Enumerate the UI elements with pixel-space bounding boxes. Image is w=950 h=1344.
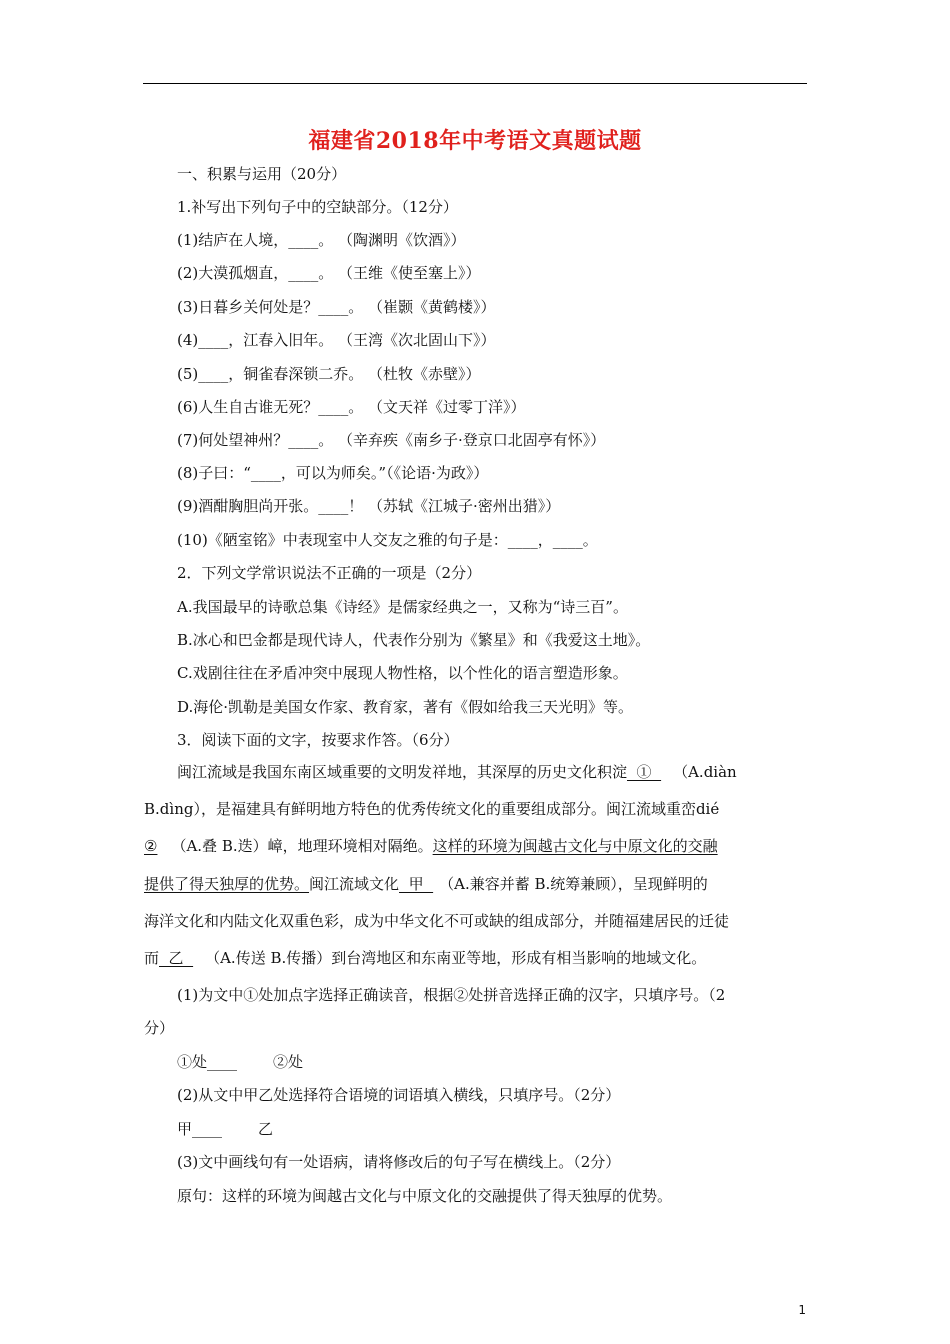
- q1-item: (5)____，铜雀春深锁二乔。 （杜牧《赤壁》）: [177, 365, 481, 383]
- q1-item: (8)子曰：“____，可以为师矣。”（《论语·为政》）: [177, 464, 489, 482]
- passage-line: 而 乙 （A.传送 B.传播）到台湾地区和东南亚等地，形成有相当影响的地域文化。: [144, 949, 707, 967]
- blank-1: ①: [627, 763, 662, 781]
- q2-option-a: A.我国最早的诗歌总集《诗经》是儒家经典之一，又称为“诗三百”。: [177, 598, 628, 616]
- passage-line: 海洋文化和内陆文化双重色彩，成为中华文化不可或缺的组成部分，并随福建居民的迁徒: [144, 912, 730, 930]
- q1-stem: 1.补写出下列句子中的空缺部分。（12分）: [177, 198, 458, 216]
- q2-option-c: C.戏剧往往在矛盾冲突中展现人物性格，以个性化的语言塑造形象。: [177, 664, 628, 682]
- blank-jia: 甲: [399, 875, 434, 893]
- header-rule: [143, 83, 807, 84]
- page-number: 1: [798, 1303, 806, 1317]
- q1-item: (3)日暮乡关何处是？____。 （崔颢《黄鹤楼》）: [177, 298, 496, 316]
- q3-stem: 3．阅读下面的文字，按要求作答。（6分）: [177, 731, 459, 749]
- underlined-sentence: 这样的环境为闽越古文化与中原文化的交融: [432, 837, 718, 855]
- sub-question-2: (2)从文中甲乙处选择符合语境的词语填入横线，只填序号。（2分）: [177, 1086, 621, 1104]
- q2-option-d: D.海伦·凯勒是美国女作家、教育家，著有《假如给我三天光明》等。: [177, 698, 634, 716]
- sub-question-1-cont: 分）: [144, 1019, 175, 1037]
- q1-item: (1)结庐在人境，____。 （陶渊明《饮酒》）: [177, 231, 466, 249]
- answer-line: 甲____ 乙: [177, 1120, 274, 1138]
- passage-line: ② （A.叠 B.迭）嶂，地理环境相对隔绝。这样的环境为闽越古文化与中原文化的交融: [144, 837, 718, 855]
- q1-item: (6)人生自古谁无死？____。 （文天祥《过零丁洋》）: [177, 398, 526, 416]
- section-heading: 一、积累与运用（20分）: [177, 165, 347, 183]
- q2-option-b: B.冰心和巴金都是现代诗人，代表作分别为《繁星》和《我爱这土地》。: [177, 631, 651, 649]
- original-sentence: 原句：这样的环境为闽越古文化与中原文化的交融提供了得天独厚的优势。: [177, 1187, 673, 1205]
- underlined-sentence: 提供了得天独厚的优势。: [144, 875, 310, 893]
- answer-line: ①处____ ②处: [177, 1053, 304, 1071]
- blank-yi: 乙: [159, 949, 194, 967]
- q1-item: (9)酒酣胸胆尚开张。____！ （苏轼《江城子·密州出猎》）: [177, 497, 561, 515]
- q2-stem: 2．下列文学常识说法不正确的一项是（2分）: [177, 564, 482, 582]
- passage-line: B.dìng），是福建具有鲜明地方特色的优秀传统文化的重要组成部分。闽江流域重峦dié: [144, 800, 720, 818]
- passage-line: 提供了得天独厚的优势。闽江流域文化 甲 （A.兼容并蓄 B.统筹兼顾），呈现鲜明的: [144, 875, 708, 893]
- sub-question-3: (3)文中画线句有一处语病，请将修改后的句子写在横线上。（2分）: [177, 1153, 621, 1171]
- q1-item: (2)大漠孤烟直，____。 （王维《使至塞上》）: [177, 264, 481, 282]
- blank-2: ②: [144, 837, 158, 855]
- sub-question-1: (1)为文中①处加点字选择正确读音，根据②处拼音选择正确的汉字，只填序号。（2: [177, 986, 726, 1004]
- page-title: 福建省2018年中考语文真题试题: [308, 128, 642, 154]
- q1-item: (4)____，江春入旧年。 （王湾《次北固山下》）: [177, 331, 496, 349]
- q1-item: (10)《陋室铭》中表现室中人交友之雅的句子是：____，____。: [177, 531, 598, 549]
- passage-line: 闽江流域是我国东南区域重要的文明发祥地，其深厚的历史文化积淀 ① （A.diàn: [177, 763, 737, 781]
- q1-item: (7)何处望神州？____。 （辛弃疾《南乡子·登京口北固亭有怀》）: [177, 431, 606, 449]
